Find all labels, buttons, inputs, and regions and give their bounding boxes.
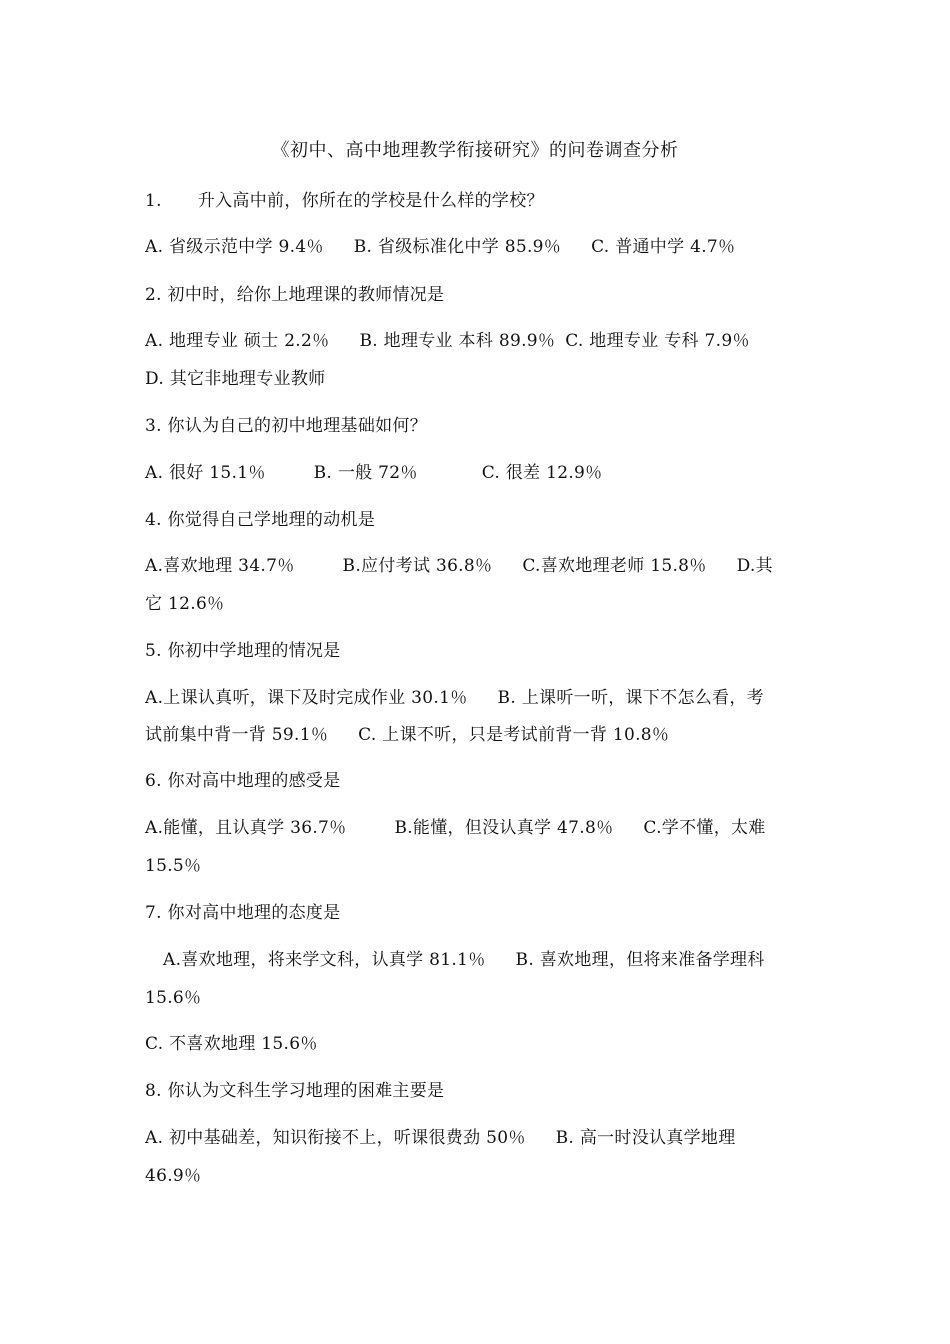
q3-option-b: B. 一般 72％ [313, 463, 418, 483]
q2-option-b: B. 地理专业 本科 89.9％ [359, 331, 556, 351]
q2-option-a: A. 地理专业 硕士 2.2％ [145, 331, 330, 351]
q7-option-b: B. 喜欢地理，但将来准备学理科 [515, 950, 765, 970]
q6-option-c-continued: 15.5％ [145, 856, 202, 876]
q4-option-c: C.喜欢地理老师 15.8％ [522, 556, 707, 576]
q7-option-b-continued: 15.6％ [145, 988, 202, 1008]
q5-option-c: C. 上课不听，只是考试前背一背 10.8％ [358, 725, 670, 745]
q4-option-a: A.喜欢地理 34.7％ [145, 556, 295, 576]
q5-option-a: A.上课认真听，课下及时完成作业 30.1％ [145, 688, 468, 708]
question-7-options [145, 945, 765, 970]
q4-option-d: D.其 [736, 556, 773, 576]
q6-option-c: C.学不懂，太难 [643, 818, 766, 838]
q3-option-a: A. 很好 15.1％ [145, 463, 266, 483]
q8-option-a: A. 初中基础差，知识衔接不上，听课很费劲 50％ [145, 1128, 526, 1148]
question-4-options [145, 551, 773, 576]
q7-option-a: A.喜欢地理，将来学文科，认真学 81.1％ [163, 950, 486, 970]
q6-option-b: B.能懂，但没认真学 47.8％ [394, 818, 614, 838]
q1-option-b: B. 省级标准化中学 85.9％ [353, 237, 562, 257]
q3-option-c: C. 很差 12.9％ [481, 463, 603, 483]
question-3: 3. 你认为自己的初中地理基础如何？ [145, 416, 428, 436]
q5-option-b-continued: 试前集中背一背 59.1％ [145, 725, 329, 745]
question-2: 2. 初中时，给你上地理课的教师情况是 [145, 285, 445, 305]
q1-option-a: A. 省级示范中学 9.4％ [145, 237, 324, 257]
q8-option-b-continued: 46.9％ [145, 1166, 202, 1186]
question-8: 8. 你认为文科生学习地理的困难主要是 [145, 1081, 445, 1101]
question-6: 6. 你对高中地理的感受是 [145, 771, 341, 791]
question-7: 7. 你对高中地理的态度是 [145, 903, 341, 923]
question-1-options [145, 232, 735, 257]
question-6-options [145, 813, 766, 838]
q1-option-c: C. 普通中学 4.7％ [591, 237, 736, 257]
question-1-text: 升入高中前，你所在的学校是什么样的学校？ [197, 191, 544, 211]
q4-option-d-continued: 它 12.6％ [145, 594, 225, 614]
q5-option-b: B. 上课听一听，课下不怎么看，考 [497, 688, 764, 708]
q4-option-b: B.应付考试 36.8％ [342, 556, 493, 576]
question-2-options [145, 326, 750, 351]
q2-option-c: C. 地理专业 专科 7.9％ [565, 331, 750, 351]
q7-option-c: C. 不喜欢地理 15.6％ [145, 1034, 318, 1054]
q2-option-d: D. 其它非地理专业教师 [145, 369, 326, 389]
document-title: 《初中、高中地理教学衔接研究》的问卷调查分析 [271, 140, 679, 161]
question-1 [145, 186, 544, 211]
question-8-options [145, 1123, 736, 1148]
q8-option-b: B. 高一时没认真学地理 [555, 1128, 736, 1148]
q6-option-a: A.能懂，且认真学 36.7％ [145, 818, 347, 838]
question-5: 5. 你初中学地理的情况是 [145, 641, 341, 661]
question-4: 4. 你觉得自己学地理的动机是 [145, 510, 376, 530]
question-1-number: 1. [145, 191, 162, 211]
question-5-options [145, 683, 764, 708]
question-3-options [145, 458, 602, 483]
question-5-options-continued [145, 720, 669, 745]
